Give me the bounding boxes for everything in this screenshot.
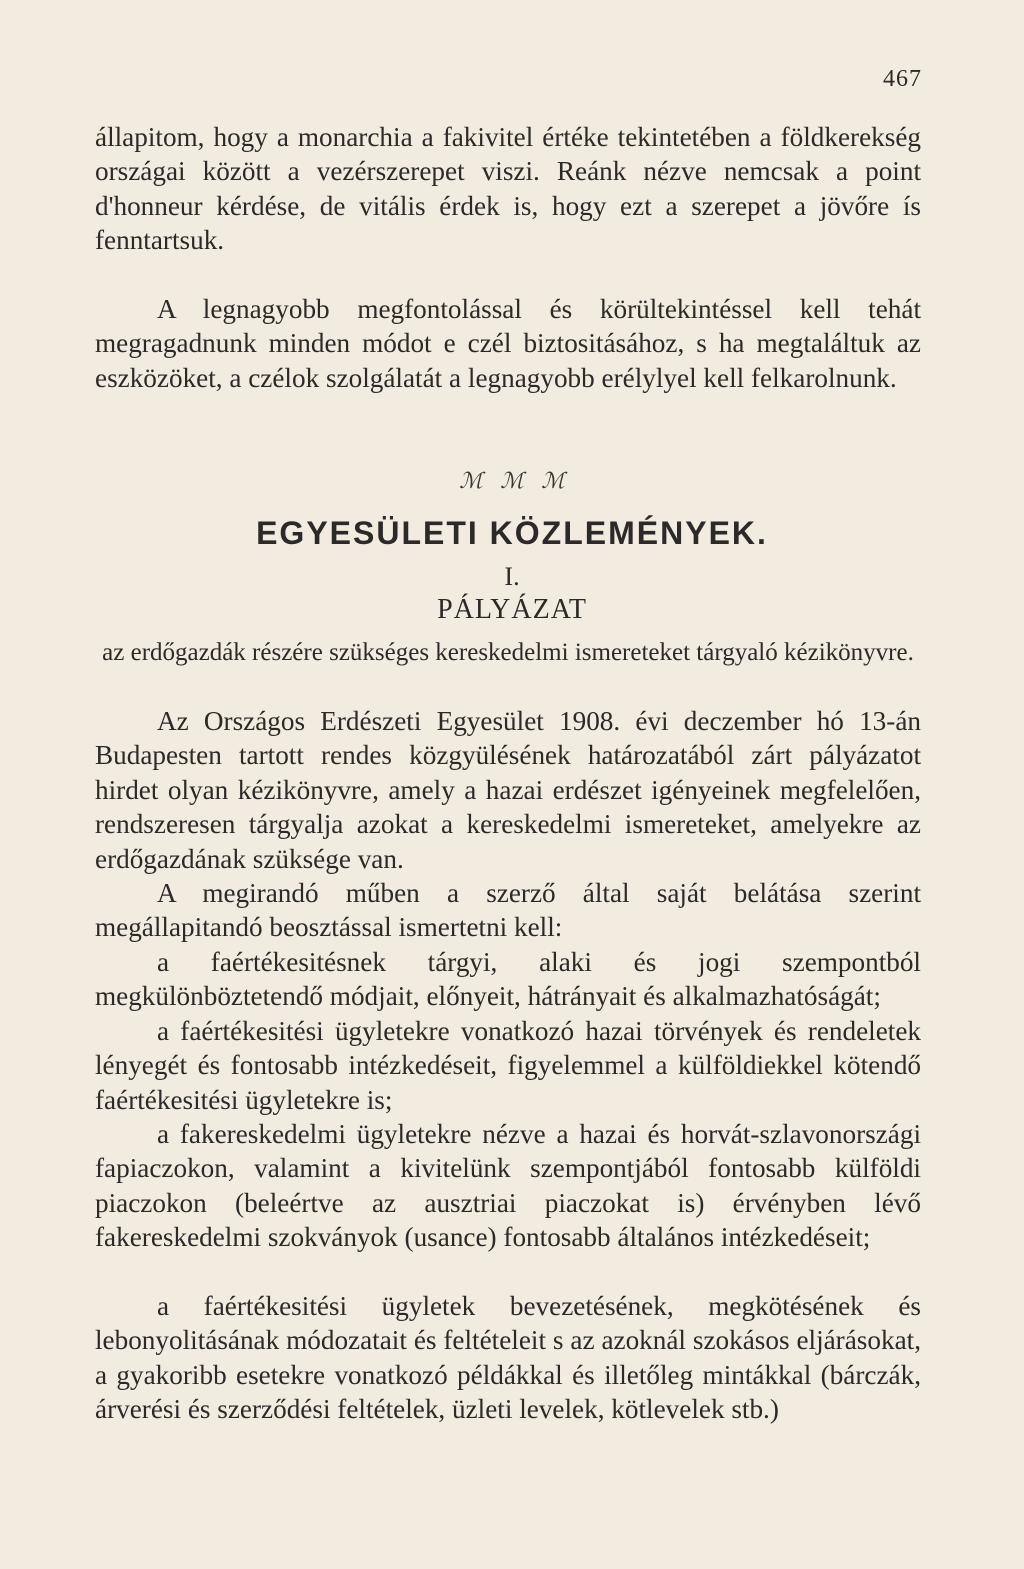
section-heading: EGYESÜLETI KÖZLEMÉNYEK.: [256, 515, 768, 551]
main-paragraph-3: a faértékesitésnek tárgyi, alaki és jogi szempontból megkülönböztetendő módjait, előnyeit, hátrányait és alkalmazhatóságát;: [95, 947, 921, 1012]
ornament-glyph: ℳ: [459, 468, 483, 493]
main-paragraph-6: a faértékesitési ügyletek bevezetésének, megkötésének és lebonyolitásának módozatait és feltételeit s az azoknál szokásos eljárásokat, a gyakoribb esetekre vonatkozó példákkal és illetőleg mintákkal (bárczák, árverési és szerződési feltételek, üzleti levelek, kötlevelek stb.): [95, 1291, 921, 1425]
main-paragraph-2: A megirandó műben a szerző által saját belátása szerint megállapitandó beosztással ismertetni kell:: [95, 878, 921, 943]
ornament-divider: [0, 468, 1024, 494]
section-number: I.: [504, 562, 520, 591]
main-paragraph-5: a fakereskedelmi ügyletekre nézve a hazai és horvát-szlavonországi fapiaczokon, valamint a kivitelünk szempontjából fontosabb külföldi piaczokon (beleértve az ausztriai piaczokat is) érvényben lévő fakereskedelmi szokványok (usance) fontosabb általános intézkedéseit;: [95, 1119, 921, 1253]
page-number: 467: [883, 66, 922, 92]
main-paragraph-1: Az Országos Erdészeti Egyesület 1908. évi deczember hó 13-án Budapesten tartott rendes közgyülésének határozatából zárt pályázatot hirdet olyan kézikönyvre, amely a hazai erdészet igényeinek megfelelően, rendszeresen tárgyalja azokat a kereskedelmi ismereteket, amelyekre az erdőgazdának szüksége van.: [95, 706, 921, 874]
ornament-glyph: ℳ: [500, 468, 524, 493]
ornament-glyph: ℳ: [541, 468, 565, 493]
intro-paragraph-2: A legnagyobb megfontolással és körültekintéssel kell tehát megragadnunk minden módot e czél biztositásához, s ha megtaláltuk az eszközöket, a czélok szolgálatát a legnagyobb erélylyel kell felkarolnunk.: [95, 294, 921, 393]
section-subtitle: az erdőgazdák részére szükséges kereskedelmi ismereteket tárgyaló kézikönyvre.: [102, 639, 914, 666]
intro-paragraph-1: állapitom, hogy a monarchia a fakivitel értéke tekintetében a földkerekség országai között a vezérszerepet viszi. Reánk nézve nemcsak a point d'honneur kérdése, de vitális érdek is, hogy ezt a szerepet a jövőre ís fenntartsuk.: [95, 122, 921, 256]
main-paragraph-4: a faértékesitési ügyletekre vonatkozó hazai törvények és rendeletek lényegét és fontosabb intézkedéseit, figyelemmel a külföldiekkel kötendő faértékesitési ügyletekre is;: [95, 1016, 921, 1115]
section-title: PÁLYÁZAT: [437, 594, 587, 625]
